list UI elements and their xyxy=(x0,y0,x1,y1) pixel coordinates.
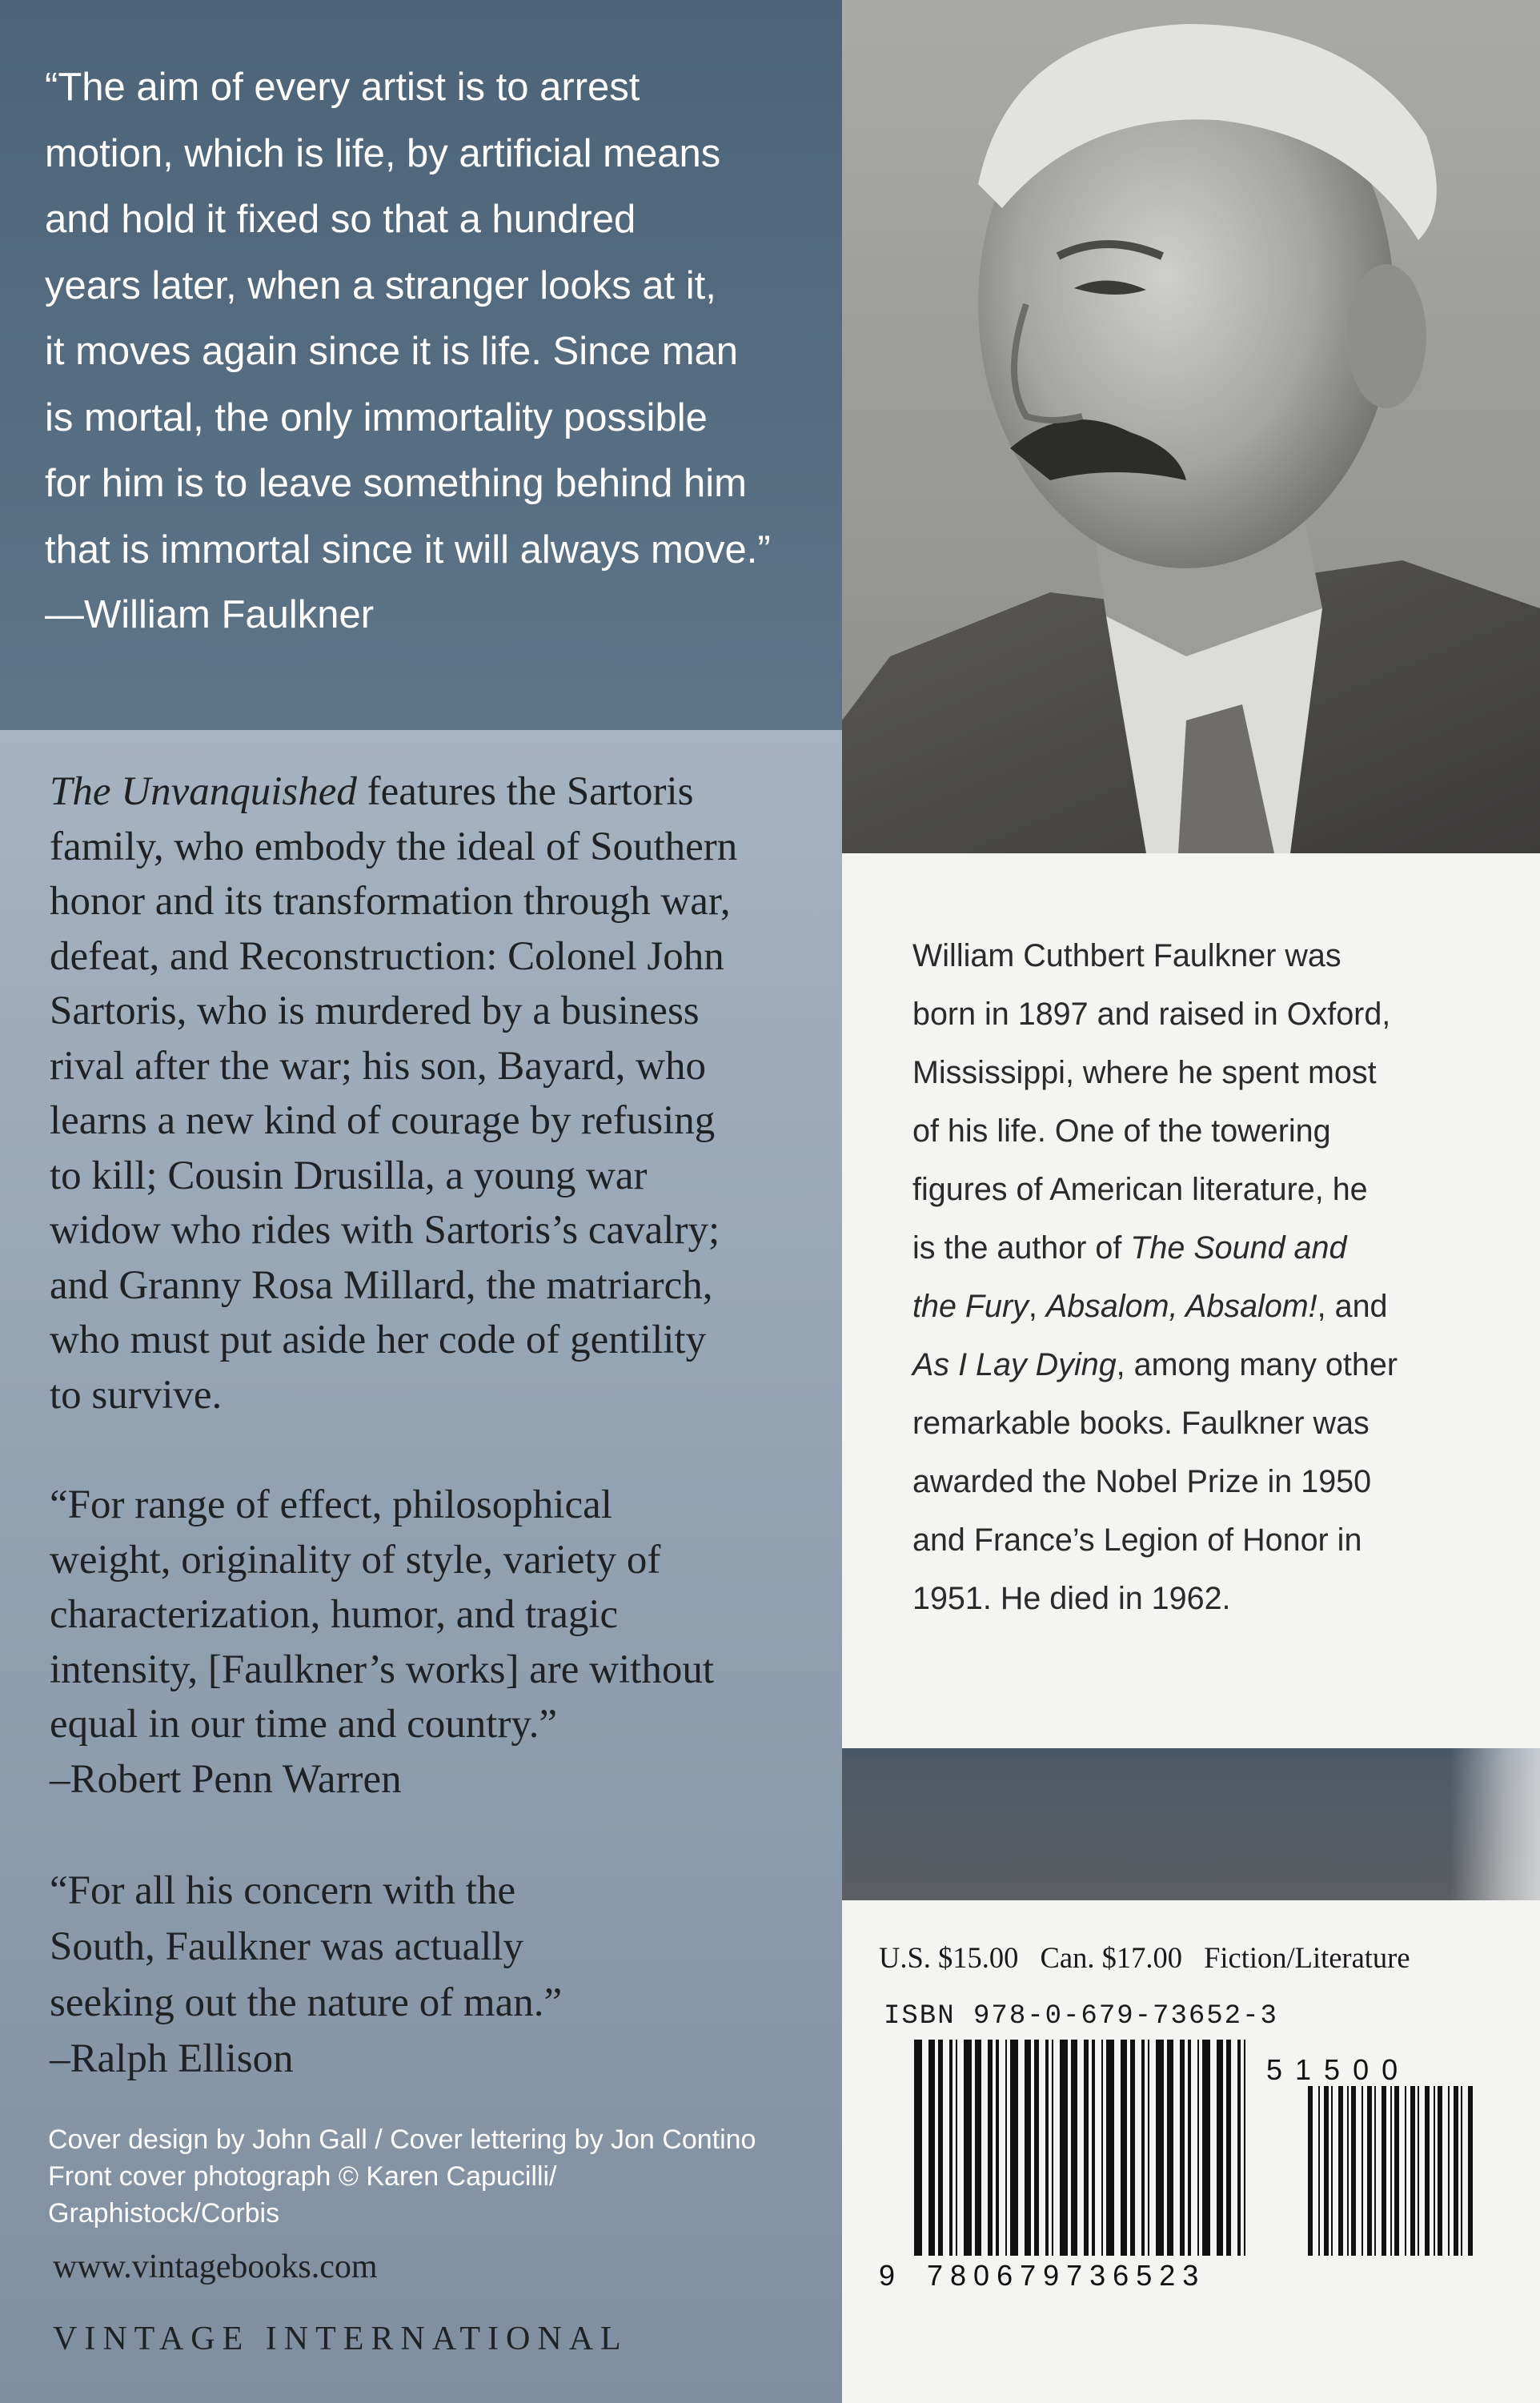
barcode-bar xyxy=(1226,2040,1231,2256)
barcode-addon-bar xyxy=(1382,2086,1386,2256)
barcode-bar xyxy=(964,2040,972,2256)
credit-line: Front cover photograph © Karen Capucilli/ xyxy=(48,2161,557,2192)
bio-line: born in 1897 and raised in Oxford, xyxy=(912,997,1391,1032)
barcode-bar xyxy=(1106,2040,1114,2256)
review-line: “For all his concern with the xyxy=(50,1868,516,1913)
barcode-bar xyxy=(975,2040,981,2256)
quote-line: years later, when a stranger looks at it, xyxy=(45,263,716,307)
barcode-bar xyxy=(1202,2040,1210,2256)
barcode-addon-bar xyxy=(1331,2086,1333,2256)
barcode-bar xyxy=(1130,2040,1135,2256)
review-line: equal in our time and country.” xyxy=(50,1702,557,1747)
bio-line: remarkable books. Faulkner was xyxy=(912,1406,1370,1441)
review-quote-ellison xyxy=(50,1863,810,2087)
barcode-addon-bar xyxy=(1405,2086,1406,2256)
bio-line: of his life. One of the towering xyxy=(912,1113,1331,1149)
description-line: and Granny Rosa Millard, the matriarch, xyxy=(50,1262,713,1308)
us-price: U.S. $15.00 xyxy=(879,1941,1019,1974)
review-line: characterization, humor, and tragic xyxy=(50,1592,619,1637)
barcode-addon-bar xyxy=(1448,2086,1450,2256)
barcode-addon-bar xyxy=(1425,2086,1430,2256)
barcode-bar xyxy=(1141,2040,1145,2256)
barcode-addon-bar xyxy=(1374,2086,1376,2256)
quote-line: is mortal, the only immortality possible xyxy=(45,395,708,439)
description-line: defeat, and Reconstruction: Colonel John xyxy=(50,933,724,979)
barcode-bar xyxy=(1188,2040,1191,2256)
description-line: The Unvanquished features the Sartoris xyxy=(50,769,694,814)
bio-line: awarded the Nobel Prize in 1950 xyxy=(912,1464,1372,1499)
barcode-addon-bar xyxy=(1434,2086,1435,2256)
review-attribution: –Ralph Ellison xyxy=(50,2036,294,2081)
author-bio xyxy=(912,927,1505,1628)
barcode-bar xyxy=(914,2040,922,2256)
bio-line: figures of American literature, he xyxy=(912,1172,1368,1207)
decorative-band xyxy=(842,1748,1540,1900)
barcode-digits: 780679736523 xyxy=(927,2259,1206,2292)
price-line xyxy=(879,1940,1425,1975)
quote-line: that is immortal since it will always move.” xyxy=(45,528,771,572)
publisher-website: www.vintagebooks.com xyxy=(53,2249,378,2285)
bio-line: As I Lay Dying, among many other xyxy=(912,1347,1398,1382)
barcode-bar xyxy=(1217,2040,1223,2256)
right-column xyxy=(842,0,1540,2403)
description-line: learns a new kind of courage by refusing xyxy=(50,1098,716,1143)
barcode-bar xyxy=(988,2040,993,2256)
quote-line: and hold it fixed so that a hundred xyxy=(45,198,636,241)
barcode-bar xyxy=(1092,2040,1095,2256)
review-line: intensity, [Faulkner’s works] are without xyxy=(50,1647,715,1692)
canada-price: Can. $17.00 xyxy=(1040,1941,1182,1974)
barcode-bar xyxy=(1156,2040,1164,2256)
review-quote-warren xyxy=(50,1478,810,1807)
description-line: widow who rides with Sartoris’s cavalry; xyxy=(50,1208,720,1253)
quote-line: it moves again since it is life. Since man xyxy=(45,330,739,373)
quote-line: “The aim of every artist is to arrest xyxy=(45,66,640,109)
author-quote xyxy=(45,54,813,583)
bio-line: Mississippi, where he spent most xyxy=(912,1055,1377,1090)
barcode-bar xyxy=(1121,2040,1127,2256)
barcode-bar xyxy=(1180,2040,1185,2256)
review-attribution: –Robert Penn Warren xyxy=(50,1756,402,1802)
barcode-bar xyxy=(1010,2040,1018,2256)
barcode-bar xyxy=(1060,2040,1068,2256)
barcode-addon-bar xyxy=(1351,2086,1356,2256)
barcode-bar xyxy=(1005,2040,1007,2256)
barcode-bar xyxy=(938,2040,943,2256)
barcode-addon-bar xyxy=(1347,2086,1349,2256)
barcode-bar xyxy=(1084,2040,1089,2256)
credit-line: Cover design by John Gall / Cover lettering by Jon Contino xyxy=(48,2124,756,2155)
barcode-addon-bar xyxy=(1390,2086,1392,2256)
barcode-bar xyxy=(1045,2040,1049,2256)
barcode-addon-bar xyxy=(1324,2086,1329,2256)
barcode-addon-bar xyxy=(1318,2086,1320,2256)
barcode-addon-bar xyxy=(1394,2086,1399,2256)
description-line: family, who embody the ideal of Southern xyxy=(50,824,738,869)
barcode-bar xyxy=(1197,2040,1199,2256)
bio-line: is the author of The Sound and xyxy=(912,1230,1347,1266)
barcode-bar xyxy=(949,2040,952,2256)
review-line: “For range of effect, philosophical xyxy=(50,1482,612,1527)
barcode-addon-bar xyxy=(1338,2086,1343,2256)
barcode-bar xyxy=(1237,2040,1241,2256)
description-line: to kill; Cousin Drusilla, a young war xyxy=(50,1153,648,1198)
description-line: who must put aside her code of gentility xyxy=(50,1318,707,1362)
barcode-addon-bar xyxy=(1461,2086,1462,2256)
cover-credits xyxy=(48,2121,816,2232)
band-highlight xyxy=(1450,1748,1540,1900)
description-line: rival after the war; his son, Bayard, who xyxy=(50,1043,707,1089)
author-photo xyxy=(842,0,1540,853)
description-line: Sartoris, who is murdered by a business xyxy=(50,989,700,1033)
barcode-lead-digit: 9 xyxy=(879,2259,896,2292)
barcode-bar xyxy=(1071,2040,1077,2256)
bio-line: and France’s Legion of Honor in xyxy=(912,1522,1362,1558)
barcode-bar xyxy=(996,2040,999,2256)
barcode-bar xyxy=(1148,2040,1149,2256)
barcode-bar xyxy=(1244,2040,1245,2256)
bio-line: the Fury, Absalom, Absalom!, and xyxy=(912,1289,1388,1324)
barcode-addon-digits: 51500 xyxy=(1266,2053,1411,2086)
quote-line: for him is to leave something behind him xyxy=(45,462,747,505)
isbn-number: ISBN 978-0-679-73652-3 xyxy=(884,2001,1278,2032)
review-line: South, Faulkner was actually xyxy=(50,1924,524,1969)
barcode-bar xyxy=(928,2040,935,2256)
barcode-addon-bar xyxy=(1418,2086,1419,2256)
book-description xyxy=(50,764,810,1422)
quote-attribution: —William Faulkner xyxy=(45,593,375,636)
barcode-addon-bar xyxy=(1468,2086,1473,2256)
author-portrait-icon xyxy=(842,0,1540,853)
barcode-bar xyxy=(956,2040,957,2256)
bio-line: 1951. He died in 1962. xyxy=(912,1581,1231,1616)
barcode-addon-bar xyxy=(1410,2086,1415,2256)
review-line: weight, originality of style, variety of xyxy=(50,1537,661,1583)
category-label: Fiction/Literature xyxy=(1204,1941,1410,1974)
barcode-addon-bar xyxy=(1367,2086,1372,2256)
barcode-bar xyxy=(1052,2040,1053,2256)
barcode-addon-bar xyxy=(1362,2086,1363,2256)
barcode-bar xyxy=(1101,2040,1103,2256)
description-line: to survive. xyxy=(50,1372,223,1418)
barcode-addon-bar xyxy=(1454,2086,1458,2256)
imprint-name: VINTAGE INTERNATIONAL xyxy=(53,2321,628,2357)
book-title: The Unvanquished xyxy=(50,769,357,814)
barcode-addon-bar xyxy=(1438,2086,1442,2256)
bio-line: William Cuthbert Faulkner was xyxy=(912,938,1341,973)
barcode-bar xyxy=(1025,2040,1031,2256)
barcode-bar xyxy=(1167,2040,1173,2256)
review-line: seeking out the nature of man.” xyxy=(50,1980,563,2025)
credit-line: Graphistock/Corbis xyxy=(48,2198,280,2228)
quote-line: motion, which is life, by artificial means xyxy=(45,131,721,175)
barcode-addon-bar xyxy=(1308,2086,1313,2256)
barcode-bar xyxy=(1034,2040,1039,2256)
description-line: honor and its transformation through war, xyxy=(50,879,731,924)
